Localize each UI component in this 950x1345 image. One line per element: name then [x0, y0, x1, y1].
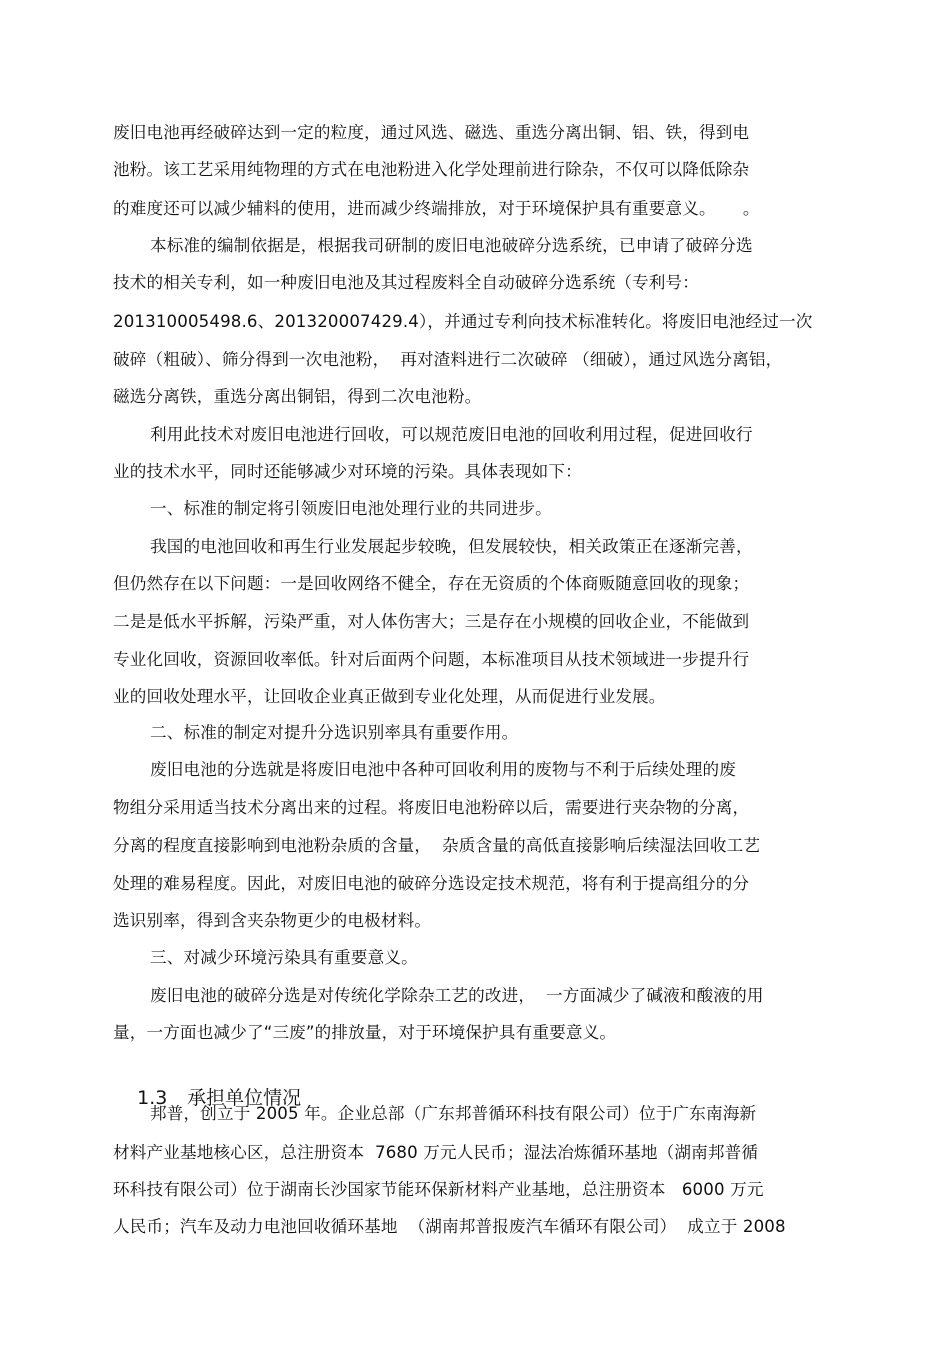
paragraph-line: 业的回收处理水平，让回收企业真正做到专业化处理，从而促进行业发展。 — [113, 687, 666, 706]
paragraph-line: 我国的电池回收和再生行业发展起步较晚，但发展较快，相关政策正在逐渐完善， — [150, 537, 753, 556]
paragraph-line: 的难度还可以减少辅料的使用，进而减少终端排放，对于环境保护具有重要意义。 。 — [113, 199, 760, 218]
paragraph-line: 量，一方面也减少了“三废”的排放量，对于环境保护具有重要意义。 — [113, 1023, 617, 1042]
paragraph-line: 业的技术水平，同时还能够减少对环境的污染。具体表现如下： — [113, 462, 582, 481]
paragraph-line: 废旧电池的破碎分选是对传统化学除杂工艺的改进， 一方面减少了碱液和酸液的用 — [150, 986, 764, 1005]
paragraph-line: 物组分采用适当技术分离出来的过程。将废旧电池粉碎以后，需要进行夹杂物的分离， — [113, 798, 750, 817]
paragraph-line: 本标准的编制依据是，根据我司研制的废旧电池破碎分选系统，已申请了破碎分选 — [150, 236, 753, 255]
subheading-line: 一、标准的制定将引领废旧电池处理行业的共同进步。 — [150, 499, 552, 518]
section-number: 1.3 — [137, 1087, 168, 1109]
paragraph-line: 废旧电池再经破碎达到一定的粒度，通过风选、磁选、重选分离出铜、铝、铁，得到电 — [113, 123, 750, 142]
paragraph-line: 人民币；汽车及动力电池回收循环基地 （湖南邦普报废汽车循环有限公司） 成立于 2008 — [113, 1217, 786, 1236]
paragraph-line: 材料产业基地核心区，总注册资本 7680 万元人民币；湿法冶炼循环基地（湖南邦普循 — [113, 1143, 759, 1162]
paragraph-line: 废旧电池的分选就是将废旧电池中各种可回收利用的废物与不利于后续处理的废 — [150, 760, 737, 779]
paragraph-line: 技术的相关专利，如一种废旧电池及其过程废料全自动破碎分选系统（专利号： — [113, 273, 700, 292]
paragraph-line: 邦普，创立于 2005 年。企业总部（广东邦普循环科技有限公司）位于广东南海新 — [150, 1104, 757, 1123]
subheading-line: 三、对减少环境污染具有重要意义。 — [150, 948, 418, 967]
paragraph-line: 磁选分离铁，重选分离出铜铝，得到二次电池粉。 — [113, 387, 482, 406]
paragraph-line: 破碎（粗破）、筛分得到一次电池粉， 再对渣料进行二次破碎 （细破），通过风选分离铝， — [113, 350, 783, 369]
paragraph-line: 专业化回收，资源回收率低。针对后面两个问题，本标准项目从技术领域进一步提升行 — [113, 650, 750, 669]
paragraph-line: 201310005498.6、201320007429.4），并通过专利向技术标准转化。将废旧电池经过一次 — [113, 312, 813, 331]
paragraph-line: 池粉。该工艺采用纯物理的方式在电池粉进入化学处理前进行除杂，不仅可以降低除杂 — [113, 160, 750, 179]
section-title: 承担单位情况 — [187, 1087, 302, 1109]
paragraph-line: 但仍然存在以下问题：一是回收网络不健全，存在无资质的个体商贩随意回收的现象； — [113, 574, 750, 593]
paragraph-line: 处理的难易程度。因此，对废旧电池的破碎分选设定技术规范，将有利于提高组分的分 — [113, 874, 750, 893]
subheading-line: 二、标准的制定对提升分选识别率具有重要作用。 — [150, 723, 519, 742]
paragraph-line: 利用此技术对废旧电池进行回收，可以规范废旧电池的回收利用过程，促进回收行 — [150, 425, 753, 444]
paragraph-line: 环科技有限公司）位于湖南长沙国家节能环保新材料产业基地，总注册资本 6000 万元 — [113, 1180, 764, 1199]
paragraph-line: 二是是低水平拆解，污染严重，对人体伤害大；三是存在小规模的回收企业，不能做到 — [113, 612, 750, 631]
paragraph-line: 选识别率，得到含夹杂物更少的电极材料。 — [113, 911, 432, 930]
paragraph-line: 分离的程度直接影响到电池粉杂质的含量， 杂质含量的高低直接影响后续湿法回收工艺 — [113, 836, 761, 855]
